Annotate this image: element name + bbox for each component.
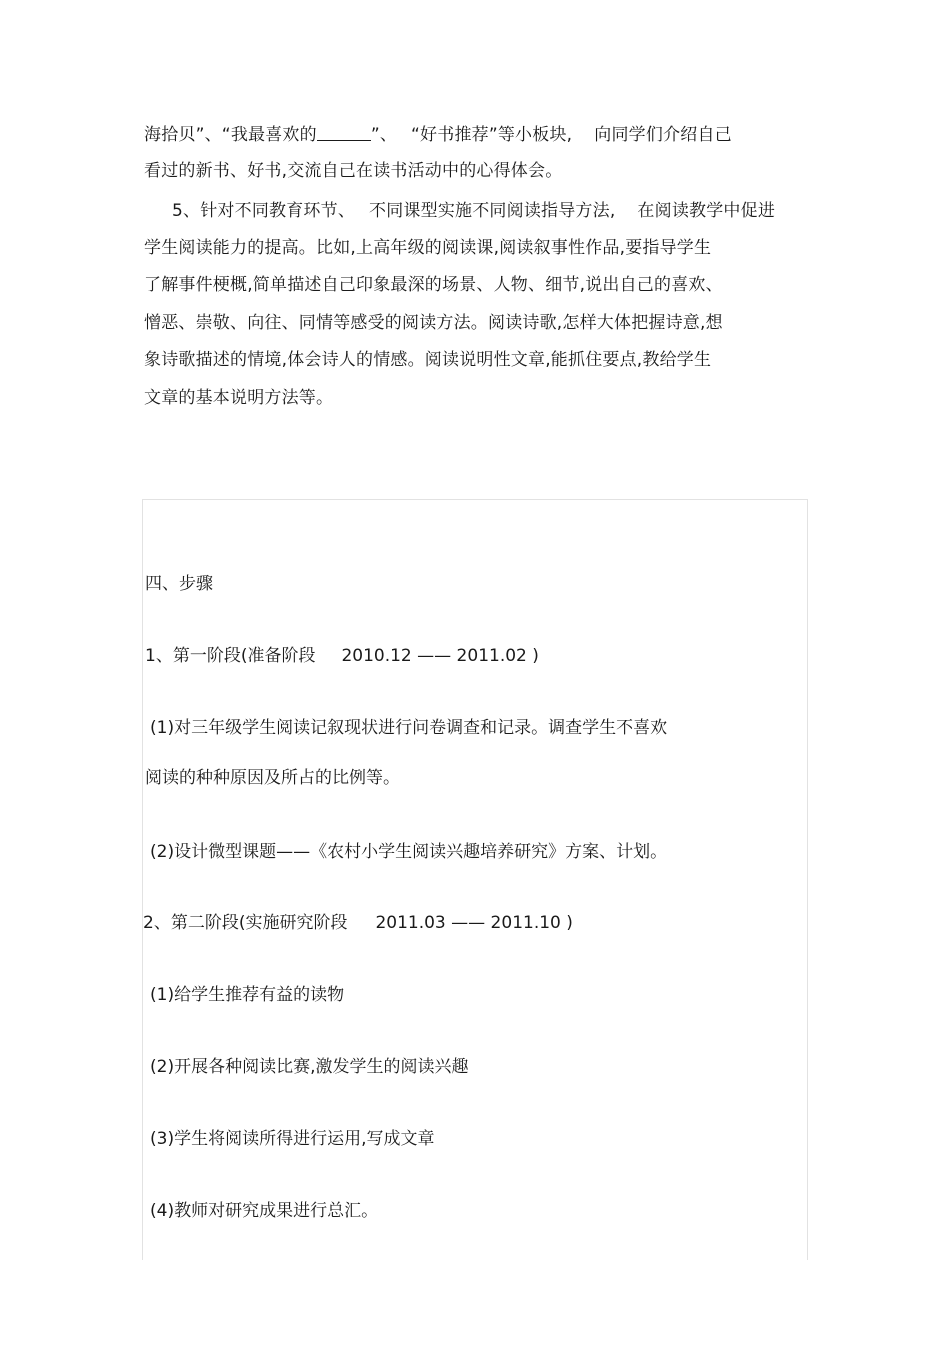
text-segment: 海拾贝”、“我最喜欢的 bbox=[144, 125, 317, 145]
paragraph-line-8: 文章的基本说明方法等。 bbox=[144, 388, 334, 408]
text-segment: 5、针对不同教育环节、 bbox=[172, 201, 356, 221]
fill-in-blank bbox=[317, 124, 371, 141]
stage-2-item-1: (1)给学生推荐有益的读物 bbox=[150, 985, 345, 1005]
paragraph-line-3 bbox=[172, 199, 775, 223]
stage-2-label: 2、第二阶段(实施研究阶段 bbox=[143, 913, 348, 933]
paragraph-line-5: 了解事件梗概,简单描述自己印象最深的场景、人物、细节,说出自己的喜欢、 bbox=[144, 275, 723, 295]
stage-2-heading bbox=[143, 911, 573, 935]
stage-2-item-4: (4)教师对研究成果进行总汇。 bbox=[150, 1201, 379, 1221]
text-segment: 不同课型实施不同阅读指导方法, bbox=[369, 201, 616, 221]
text-segment: 向同学们介绍自己 bbox=[594, 125, 732, 145]
stage-1-heading bbox=[145, 644, 539, 668]
stage-1-item-1-line-1: (1)对三年级学生阅读记叙现状进行问卷调查和记录。调查学生不喜欢 bbox=[150, 718, 668, 738]
stage-2-item-3: (3)学生将阅读所得进行运用,写成文章 bbox=[150, 1129, 435, 1149]
text-segment: “好书推荐”等小板块, bbox=[411, 125, 573, 145]
stage-2-dates: 2011.03 —— 2011.10 ) bbox=[375, 913, 573, 933]
stage-1-label: 1、第一阶段(准备阶段 bbox=[145, 646, 316, 666]
text-segment: 在阅读教学中促进 bbox=[637, 201, 776, 221]
paragraph-line-2: 看过的新书、好书,交流自己在读书活动中的心得体会。 bbox=[144, 161, 563, 181]
steps-section-box bbox=[142, 499, 808, 1260]
text-segment: ”、 bbox=[370, 125, 398, 145]
stage-1-item-2: (2)设计微型课题——《农村小学生阅读兴趣培养研究》方案、计划。 bbox=[150, 842, 668, 862]
stage-2-item-2: (2)开展各种阅读比赛,激发学生的阅读兴趣 bbox=[150, 1057, 469, 1077]
paragraph-line-7: 象诗歌描述的情境,体会诗人的情感。阅读说明性文章,能抓住要点,教给学生 bbox=[144, 350, 712, 370]
paragraph-line-4: 学生阅读能力的提高。比如,上高年级的阅读课,阅读叙事性作品,要指导学生 bbox=[144, 238, 712, 258]
stage-1-item-1-line-2: 阅读的种种原因及所占的比例等。 bbox=[145, 768, 400, 788]
stage-1-dates: 2010.12 —— 2011.02 ) bbox=[341, 646, 539, 666]
section-heading: 四、步骤 bbox=[145, 574, 213, 594]
paragraph-line-6: 憎恶、崇敬、向往、同情等感受的阅读方法。阅读诗歌,怎样大体把握诗意,想 bbox=[144, 313, 723, 333]
paragraph-line-1 bbox=[144, 123, 732, 147]
